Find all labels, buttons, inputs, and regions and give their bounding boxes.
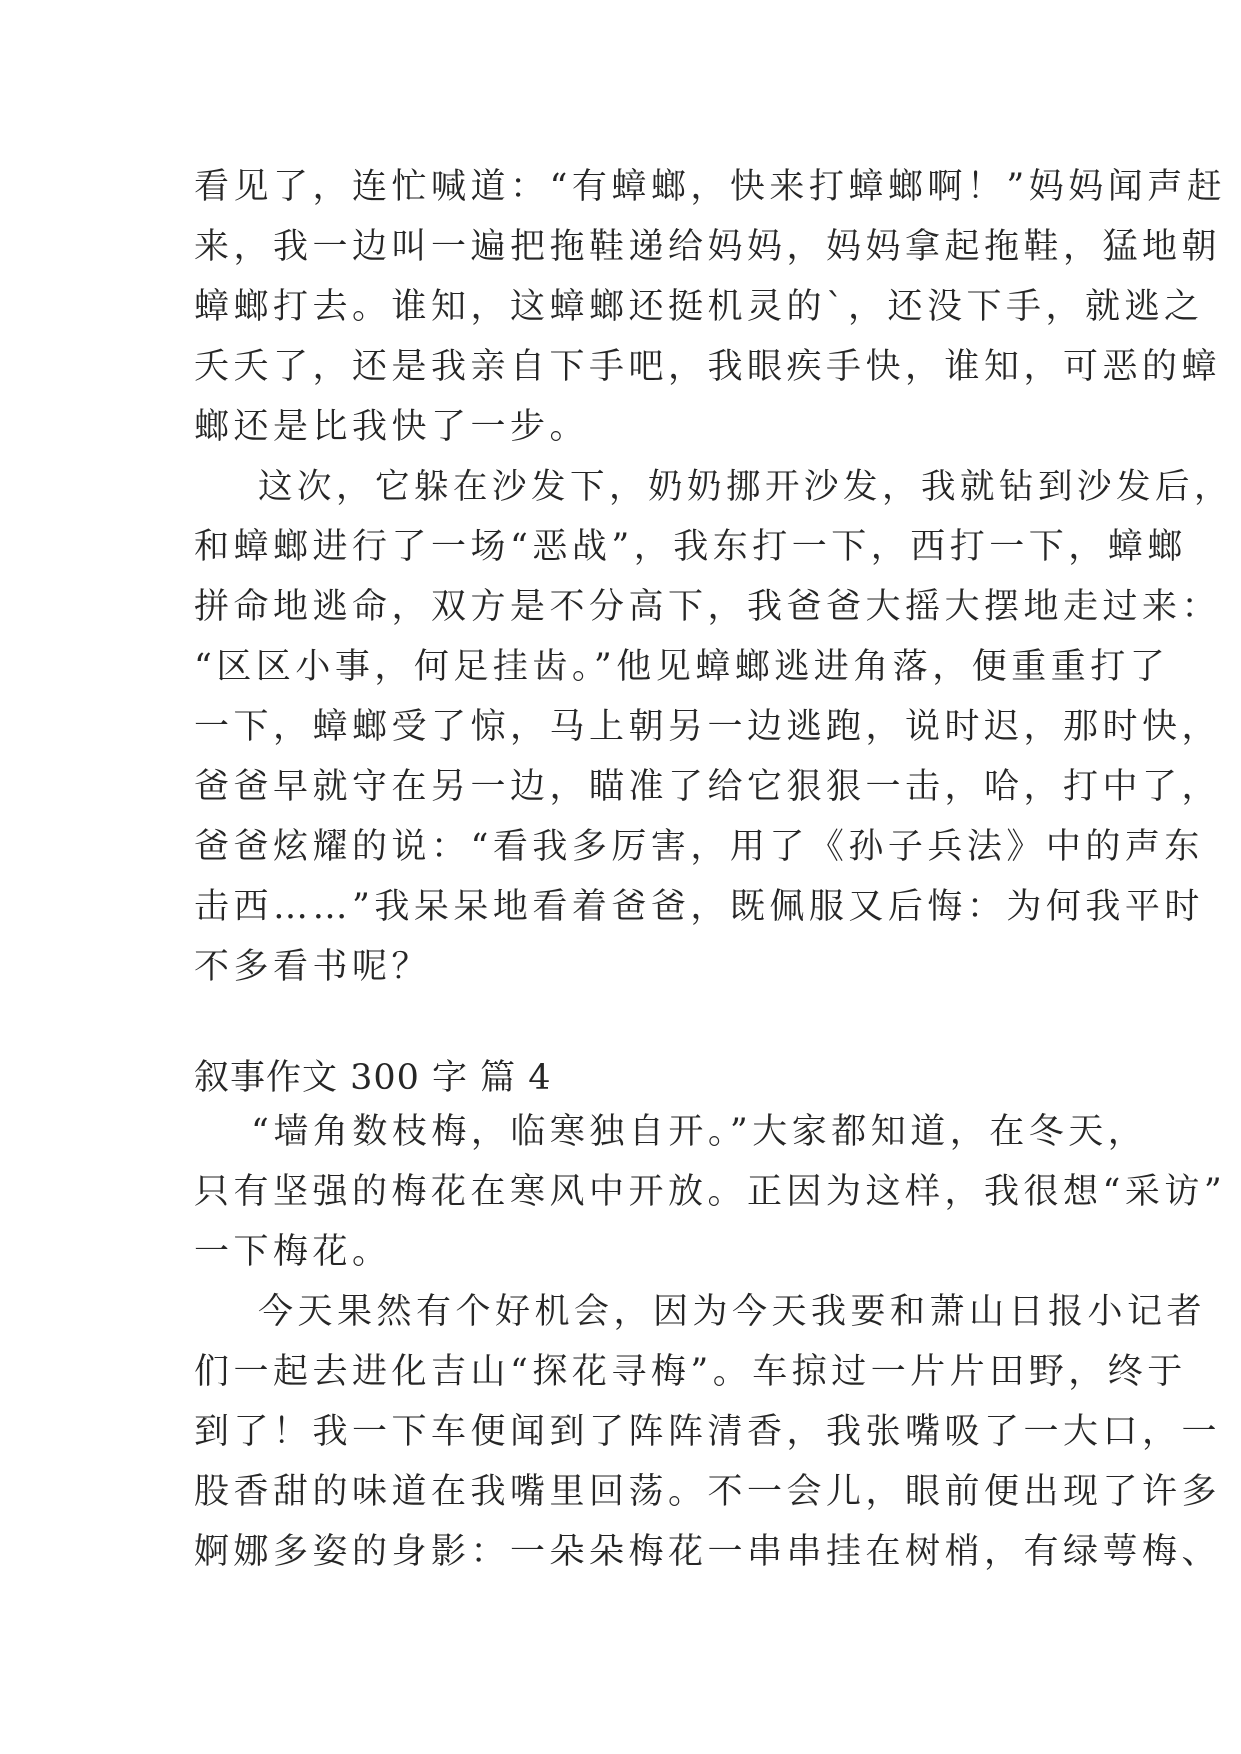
text-line: 股香甜的味道在我嘴里回荡。不一会儿，眼前便出现了许多 (194, 1472, 1222, 1512)
text-line: 蟑螂打去。谁知，这蟑螂还挺机灵的`，还没下手，就逃之 (194, 287, 1204, 327)
text-line: 只有坚强的梅花在寒风中开放。正因为这样，我很想“采访” (194, 1172, 1227, 1212)
text-line: 爸爸炫耀的说：“看我多厉害，用了《孙子兵法》中的声东 (194, 827, 1204, 867)
text-line: 和蟑螂进行了一场“恶战”，我东打一下，西打一下，蟑螂 (194, 527, 1187, 567)
text-line: 看见了，连忙喊道：“有蟑螂，快来打蟑螂啊！”妈妈闻声赶 (194, 167, 1227, 207)
text-line: 到了！我一下车便闻到了阵阵清香，我张嘴吸了一大口，一 (194, 1412, 1222, 1452)
text-line: 一下梅花。 (194, 1232, 392, 1272)
text-line: 拼命地逃命，双方是不分高下，我爸爸大摇大摆地走过来： (194, 587, 1222, 627)
text-line: “墙角数枝梅，临寒独自开。”大家都知道，在冬天， (251, 1112, 1148, 1152)
text-line: 这次，它躲在沙发下，奶奶挪开沙发，我就钻到沙发后， (258, 467, 1233, 507)
text-line: 爸爸早就守在另一边，瞄准了给它狠狠一击，哈，打中了， (194, 767, 1222, 807)
text-line: 一下，蟑螂受了惊，马上朝另一边逃跑，说时迟，那时快， (194, 707, 1222, 747)
text-line: 来，我一边叫一遍把拖鞋递给妈妈，妈妈拿起拖鞋，猛地朝 (194, 227, 1222, 267)
text-line: “区区小事，何足挂齿。”他见蟑螂逃进角落，便重重打了 (194, 647, 1170, 687)
text-line: 婀娜多姿的身影：一朵朵梅花一串串挂在树梢，有绿萼梅、 (194, 1532, 1222, 1572)
text-line: 击西……”我呆呆地看着爸爸，既佩服又后悔：为何我平时 (194, 887, 1204, 927)
text-line: 今天果然有个好机会，因为今天我要和萧山日报小记者 (258, 1292, 1207, 1332)
text-line: 不多看书呢？ (194, 947, 432, 987)
text-line: 们一起去进化吉山“探花寻梅”。车掠过一片片田野，终于 (194, 1352, 1187, 1392)
text-line: 螂还是比我快了一步。 (194, 407, 590, 447)
text-line: 夭夭了，还是我亲自下手吧，我眼疾手快，谁知，可恶的蟑 (194, 347, 1222, 387)
section-heading: 叙事作文 300 字 篇 4 (194, 1058, 552, 1098)
